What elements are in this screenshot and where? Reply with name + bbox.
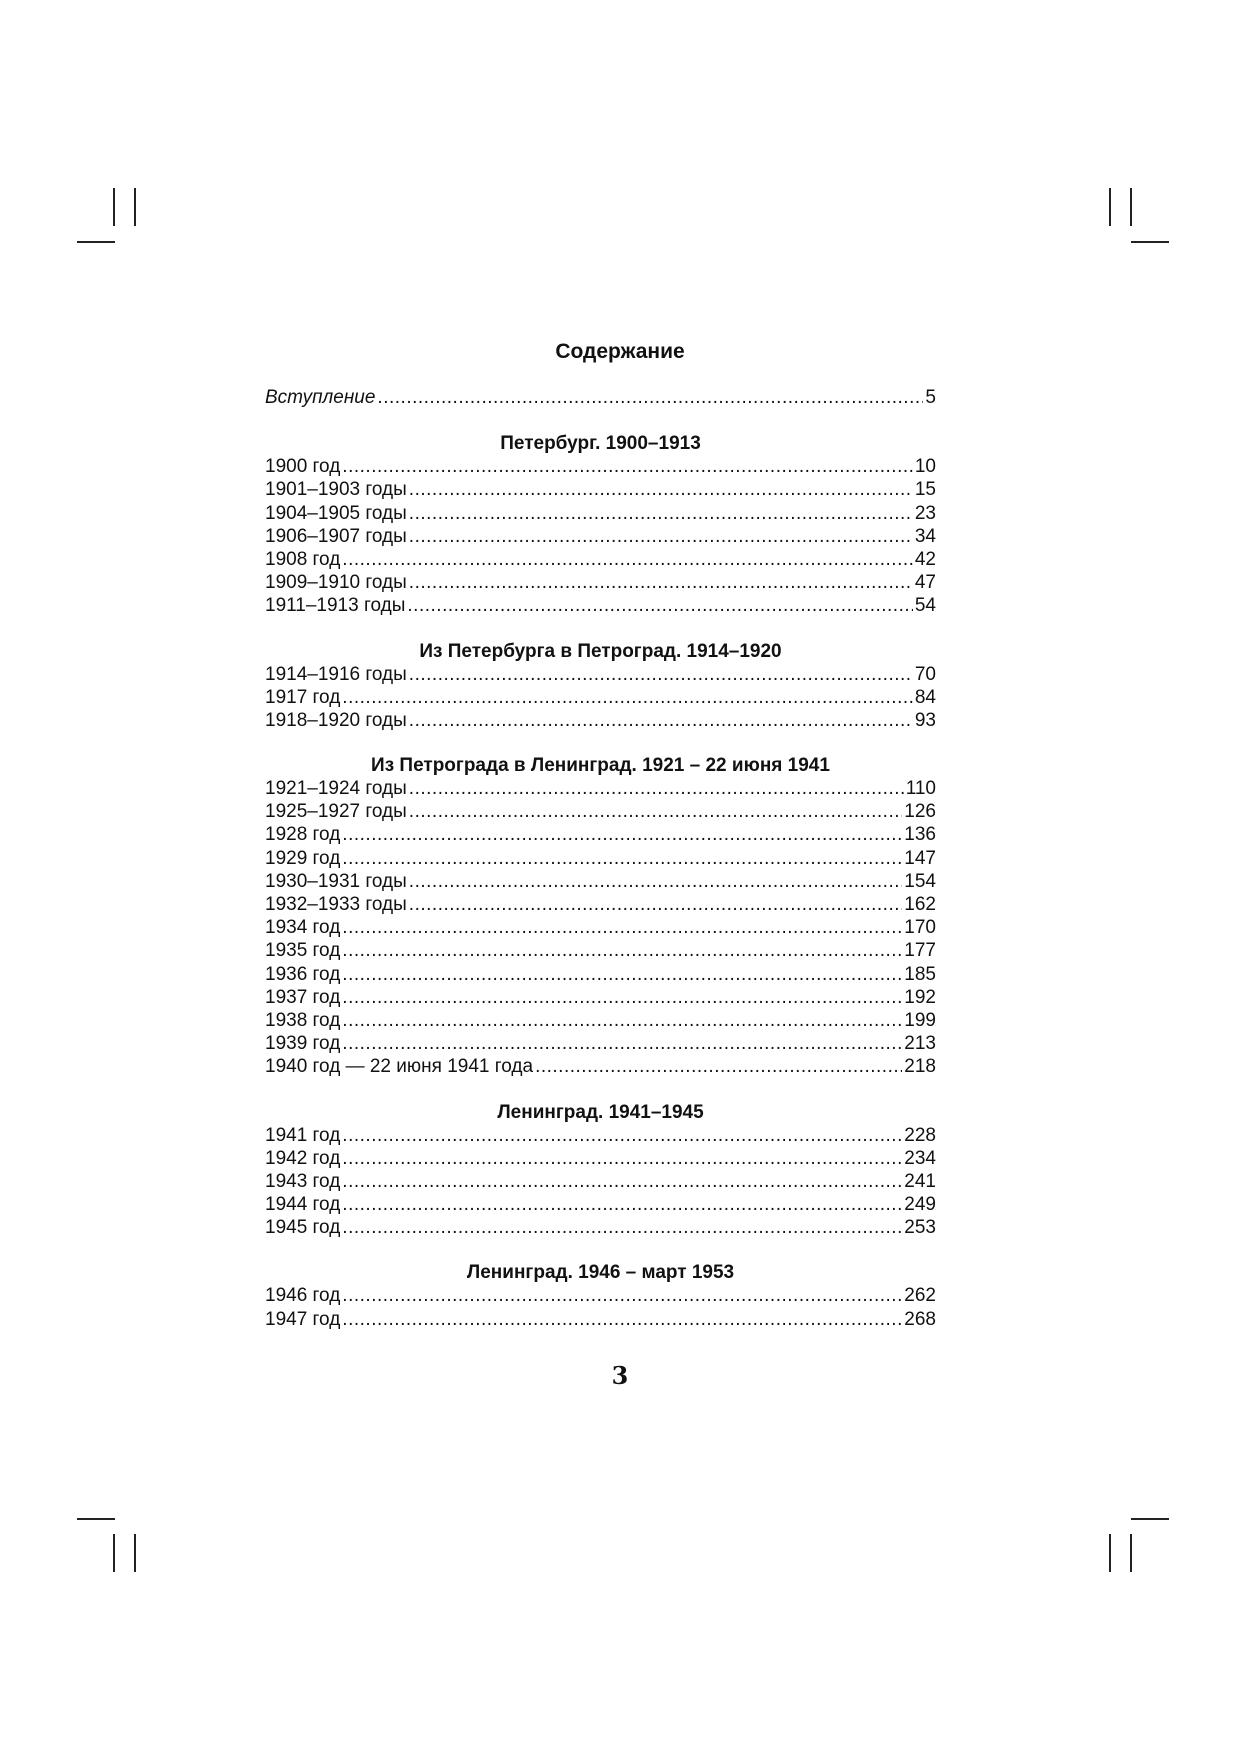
toc-entry-label: Вступление xyxy=(265,387,376,408)
section-title: Петербург. 1900–1913 xyxy=(500,433,701,455)
toc-entry-label: 1929 год xyxy=(265,847,341,869)
leader-dots xyxy=(342,939,902,962)
toc-entry[interactable] xyxy=(265,1055,936,1078)
toc-entry-page: 10 xyxy=(914,456,936,478)
leader-dots xyxy=(409,709,913,732)
toc-entry-page: 110 xyxy=(905,778,936,800)
toc-entry-page: 5 xyxy=(925,387,936,408)
toc-entry-page: 162 xyxy=(904,894,936,915)
toc-entry-page: 213 xyxy=(904,1033,936,1055)
leader-dots xyxy=(342,1193,902,1216)
toc-entry-page: 262 xyxy=(904,1285,936,1307)
crop-mark xyxy=(134,188,136,226)
toc-entry-label: 1942 год xyxy=(265,1147,341,1169)
leader-dots xyxy=(342,686,913,709)
toc-entry[interactable] xyxy=(265,594,936,617)
toc-entry-page: 199 xyxy=(904,1009,936,1031)
leader-dots xyxy=(377,386,923,409)
leader-dots xyxy=(342,1170,902,1193)
section-title: Из Петрограда в Ленинград. 1921 – 22 июня 1941 xyxy=(371,755,830,777)
toc-entry-page: 170 xyxy=(904,917,936,939)
toc-entry[interactable] xyxy=(265,1170,936,1193)
toc-entry-page: 34 xyxy=(914,525,936,547)
toc-sections xyxy=(265,432,936,1331)
toc-entry[interactable] xyxy=(265,1193,936,1216)
toc-entry-label: 1937 год xyxy=(265,986,341,1008)
leader-dots xyxy=(535,1055,902,1078)
crop-mark xyxy=(1109,188,1111,226)
toc-entry-label: 1909–1910 годы xyxy=(265,572,407,594)
toc-entry[interactable] xyxy=(265,939,936,962)
leader-dots xyxy=(409,571,913,594)
toc-entry-page: 253 xyxy=(904,1217,936,1239)
toc-entry-label: 1917 год xyxy=(265,686,341,708)
section-title: Из Петербурга в Петроград. 1914–1920 xyxy=(419,640,782,662)
toc-entry[interactable] xyxy=(265,1308,936,1331)
toc-entry-label: 1900 год xyxy=(265,456,341,478)
leader-dots xyxy=(342,1032,902,1055)
toc-entry[interactable] xyxy=(265,1284,936,1307)
crop-mark xyxy=(1130,1534,1132,1572)
toc-entry-page: 241 xyxy=(904,1170,936,1192)
toc-entry[interactable] xyxy=(265,709,936,732)
leader-dots xyxy=(409,663,913,686)
toc-entry-label: 1925–1927 годы xyxy=(265,801,407,823)
toc-entry[interactable] xyxy=(265,686,936,709)
toc-entry-page: 126 xyxy=(904,801,936,823)
toc-entry-label: 1906–1907 годы xyxy=(265,525,407,547)
toc-entry-page: 268 xyxy=(904,1308,936,1330)
leader-dots xyxy=(409,777,904,800)
toc-entry[interactable] xyxy=(265,777,936,800)
toc-entry-label: 1935 год xyxy=(265,940,341,962)
toc-entry[interactable] xyxy=(265,1009,936,1032)
section-title: Ленинград. 1946 – март 1953 xyxy=(466,1262,735,1284)
crop-mark xyxy=(1131,241,1169,243)
leader-dots xyxy=(409,502,913,525)
toc-entry-label: 1901–1903 годы xyxy=(265,479,407,501)
toc-entry-label: 1946 год xyxy=(265,1285,341,1307)
toc-entry-label: 1945 год xyxy=(265,1217,341,1239)
crop-mark xyxy=(1109,1534,1111,1572)
leader-dots xyxy=(342,823,902,846)
toc-entry[interactable] xyxy=(265,1124,936,1147)
page-number: 3 xyxy=(611,1361,629,1390)
toc-entry-label: 1911–1913 годы xyxy=(265,595,406,617)
toc-entry[interactable] xyxy=(265,1032,936,1055)
leader-dots xyxy=(342,1009,902,1032)
leader-dots xyxy=(409,893,903,916)
crop-mark xyxy=(77,1518,115,1520)
table-of-contents xyxy=(265,386,936,1331)
crop-mark xyxy=(134,1534,136,1572)
leader-dots xyxy=(409,525,913,548)
toc-entry-label: 1947 год xyxy=(265,1308,341,1330)
leader-dots xyxy=(342,1124,902,1147)
toc-entry-page: 192 xyxy=(904,986,936,1008)
leader-dots xyxy=(342,455,913,478)
page-title: Содержание xyxy=(555,340,685,363)
toc-entry-label: 1939 год xyxy=(265,1033,341,1055)
crop-mark xyxy=(113,1534,115,1572)
leader-dots xyxy=(409,478,913,501)
toc-entry-label: 1918–1920 годы xyxy=(265,709,407,731)
toc-entry-page: 154 xyxy=(904,870,936,892)
toc-entry-label: 1921–1924 годы xyxy=(265,778,407,800)
toc-entry[interactable] xyxy=(265,916,936,939)
toc-entry-page: 93 xyxy=(914,709,936,731)
leader-dots xyxy=(342,963,902,986)
toc-entry-label: 1944 год xyxy=(265,1194,341,1216)
toc-entry-label: 1941 год xyxy=(265,1124,341,1146)
section-title: Ленинград. 1941–1945 xyxy=(497,1101,704,1123)
crop-mark xyxy=(113,188,115,226)
toc-entry-label: 1936 год xyxy=(265,963,341,985)
toc-entry[interactable] xyxy=(265,502,936,525)
leader-dots xyxy=(342,1147,902,1170)
crop-mark xyxy=(77,241,115,243)
toc-entry[interactable] xyxy=(265,986,936,1009)
toc-entry-page: 70 xyxy=(914,663,936,685)
toc-entry-page: 177 xyxy=(904,940,936,962)
leader-dots xyxy=(342,548,913,571)
toc-entry-page: 23 xyxy=(914,502,936,524)
toc-entry[interactable] xyxy=(265,478,936,501)
toc-entry[interactable] xyxy=(265,548,936,571)
toc-entry-intro[interactable] xyxy=(265,386,936,409)
toc-entry-label: 1930–1931 годы xyxy=(265,870,407,892)
toc-entry-page: 136 xyxy=(904,824,936,846)
toc-entry-page: 249 xyxy=(904,1194,936,1216)
toc-entry-page: 228 xyxy=(904,1124,936,1146)
toc-entry[interactable] xyxy=(265,963,936,986)
toc-entry-label: 1943 год xyxy=(265,1170,341,1192)
toc-entry-page: 218 xyxy=(904,1056,936,1078)
leader-dots xyxy=(342,1284,902,1307)
leader-dots xyxy=(342,1308,902,1331)
toc-entry-label: 1914–1916 годы xyxy=(265,663,407,685)
toc-entry[interactable] xyxy=(265,847,936,870)
toc-entry-label: 1932–1933 годы xyxy=(265,894,407,915)
toc-entry-label: 1928 год xyxy=(265,824,341,846)
toc-entry-label: 1938 год xyxy=(265,1009,341,1031)
toc-entry-page: 54 xyxy=(914,595,936,617)
leader-dots xyxy=(342,916,902,939)
toc-entry[interactable] xyxy=(265,1147,936,1170)
toc-entry-page: 84 xyxy=(914,686,936,708)
leader-dots xyxy=(409,870,903,893)
crop-mark xyxy=(1130,188,1132,226)
toc-entry[interactable] xyxy=(265,571,936,594)
toc-entry-page: 42 xyxy=(914,548,936,570)
toc-entry-label: 1934 год xyxy=(265,917,341,939)
toc-entry-page: 234 xyxy=(904,1147,936,1169)
toc-entry-label: 1908 год xyxy=(265,548,341,570)
toc-entry[interactable] xyxy=(265,893,936,916)
toc-entry-label: 1904–1905 годы xyxy=(265,502,407,524)
toc-entry[interactable] xyxy=(265,823,936,846)
toc-entry[interactable] xyxy=(265,870,936,893)
toc-entry-page: 47 xyxy=(914,572,936,594)
toc-entry[interactable] xyxy=(265,455,936,478)
toc-entry-page: 147 xyxy=(904,847,936,869)
toc-entry[interactable] xyxy=(265,800,936,823)
leader-dots xyxy=(342,847,902,870)
toc-entry-page: 15 xyxy=(914,479,936,501)
toc-entry[interactable] xyxy=(265,525,936,548)
toc-entry-page: 185 xyxy=(904,963,936,985)
leader-dots xyxy=(342,986,902,1009)
toc-entry-label: 1940 год — 22 июня 1941 года xyxy=(265,1056,534,1078)
leader-dots xyxy=(409,800,903,823)
leader-dots xyxy=(407,594,912,617)
toc-entry[interactable] xyxy=(265,1216,936,1239)
leader-dots xyxy=(342,1216,902,1239)
toc-entry[interactable] xyxy=(265,663,936,686)
crop-mark xyxy=(1131,1518,1169,1520)
